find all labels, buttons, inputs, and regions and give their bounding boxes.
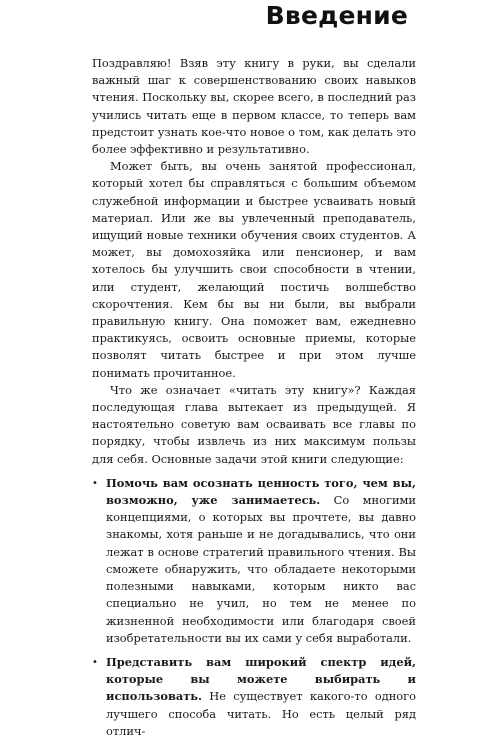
- bullet-heading: Представить вам широкий спектр идей, которые вы можете выбирать и использовать.: [106, 654, 416, 704]
- body-text: [92, 55, 416, 740]
- bullet-icon: •: [92, 656, 98, 668]
- bullet-heading: Помочь вам осознать ценность того, чем вы, возможно, уже занимаетесь.: [106, 475, 416, 508]
- bullet-text: Не существует какого-то одного лучшего способа читать. Но есть целый ряд отлич-: [106, 689, 416, 738]
- list-item: [92, 654, 416, 740]
- list-item: [92, 475, 416, 647]
- bullet-icon: •: [92, 477, 98, 489]
- paragraph-intro: Поздравляю! Взяв эту книгу в руки, вы сделали важный шаг к совершенствованию своих навыков чтения. Поскольку вы, скорее всего, в последний раз учились читать еще в первом классе, то теперь вам предстоит узнать кое-что новое о том, как делать это более эффективно и результативно.: [92, 56, 416, 157]
- bullet-text: Со многими концепциями, о которых вы прочтете, вы давно знакомы, хотя раньше и не догадывались, что они лежат в основе стратегий правильного чтения. Вы сможете обнаружить, что обладаете некоторыми полезными навыками, которым никто вас специально не учил, но тем не менее по жизненной необходимости или благодаря своей изобретательности вы их сами у себя выработали.: [106, 493, 416, 645]
- chapter-title: Введение: [265, 1, 408, 30]
- paragraph-audience: Может быть, вы очень занятой профессионал, который хотел бы справляться с большим объемом служебной информации и быстрее усваивать новый материал. Или же вы увлеченный преподаватель, ищущий новые техники обучения своих студентов. А может, вы домохозяйка или пенсионер, и вам хотелось бы улучшить свои способности в чтении, или студент, желающий постичь волшебство скорочтения. Кем бы вы ни были, вы выбрали правильную книгу. Она поможет вам, ежедневно практикуясь, освоить основные приемы, которые позволят читать быстрее и при этом лучше понимать прочитанное.: [92, 159, 416, 380]
- paragraph-how-to-read: Что же означает «читать эту книгу»? Каждая последующая глава вытекает из предыдущей. Я настоятельно советую вам осваивать все главы по порядку, чтобы извлечь из них максимум пользы для себя. Основные задачи этой книги следующие:: [92, 382, 416, 466]
